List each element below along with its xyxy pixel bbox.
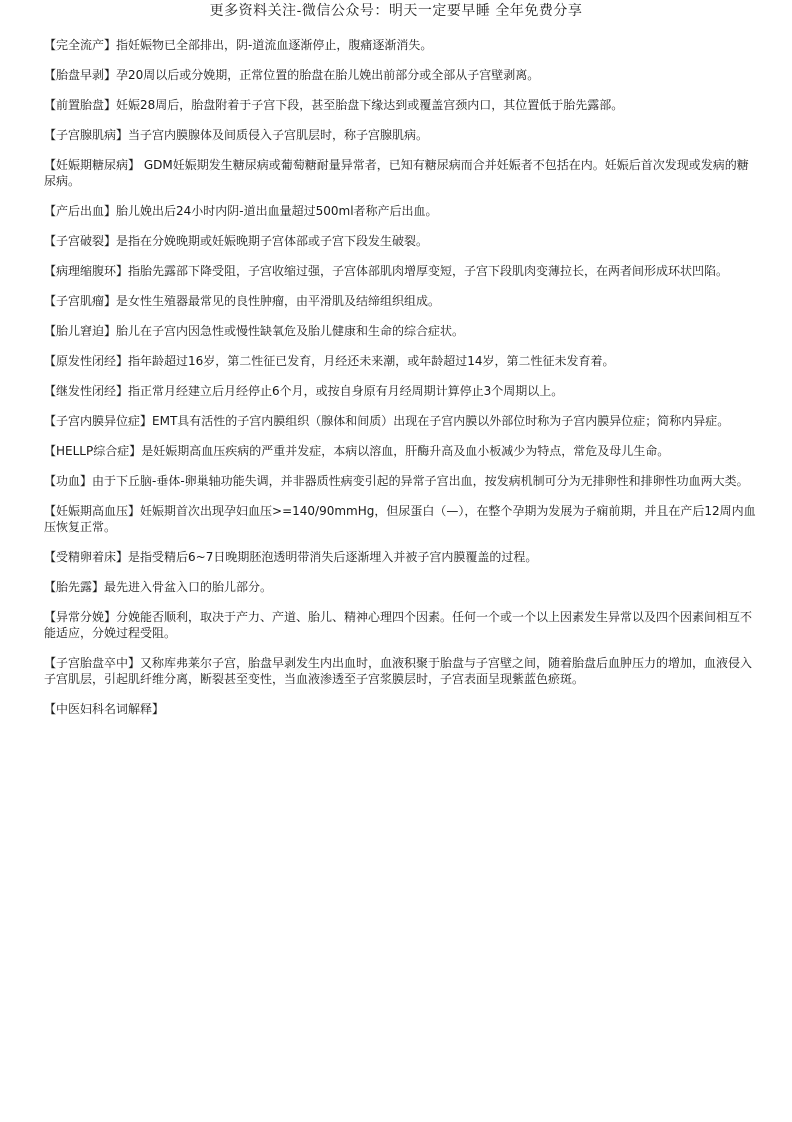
entry-term: 【胎儿窘迫】 bbox=[44, 324, 117, 338]
entry-definition: 指妊娠物已全部排出，阴-道流血逐渐停止，腹痛逐渐消失。 bbox=[116, 38, 433, 52]
glossary-entry bbox=[44, 579, 756, 595]
glossary-entry bbox=[44, 67, 756, 83]
entry-definition: 当子宫内膜腺体及间质侵入子宫肌层时，称子宫腺肌病。 bbox=[128, 128, 429, 142]
entry-definition: 指年龄超过16岁，第二性征已发育，月经还未来潮，或年龄超过14岁，第二性征未发育着。 bbox=[128, 354, 615, 368]
glossary-entry bbox=[44, 549, 756, 565]
entry-term: 【胎先露】 bbox=[44, 580, 105, 594]
glossary-entry bbox=[44, 503, 756, 535]
entry-term: 【子宫内膜异位症】 bbox=[44, 414, 153, 428]
entry-definition: 是妊娠期高血压疾病的严重并发症，本病以溶血，肝酶升高及血小板减少为特点，常危及母儿生命。 bbox=[141, 444, 670, 458]
entry-term: 【子宫胎盘卒中】 bbox=[44, 656, 141, 670]
entry-term: 【前置胎盘】 bbox=[44, 98, 117, 112]
glossary-entry bbox=[44, 383, 756, 399]
glossary-entry bbox=[44, 609, 756, 641]
page-header: 更多资料关注-微信公众号：明天一定要早睡 全年免费分享 bbox=[209, 3, 583, 19]
entry-term: 【完全流产】 bbox=[44, 38, 117, 52]
entry-term: 【功血】 bbox=[44, 474, 93, 488]
glossary-entry bbox=[44, 37, 756, 53]
entry-definition: 又称库弗莱尔子宫，胎盘早剥发生内出血时，血液积聚于胎盘与子宫壁之间，随着胎盘后血肿压力的增加，血液侵入子宫肌层，引起肌纤维分离，断裂甚至变性，当血液渗透至子宫浆膜层时，子宫表面呈现紫蓝色瘀斑。 bbox=[44, 656, 753, 686]
glossary-entry bbox=[44, 473, 756, 489]
entry-term: 【中医妇科名词解释】 bbox=[44, 702, 165, 716]
entry-term: 【妊娠期高血压】 bbox=[44, 504, 141, 518]
entry-definition: 孕20周以后或分娩期，正常位置的胎盘在胎儿娩出前部分或全部从子宫壁剥离。 bbox=[116, 68, 540, 82]
entry-definition: 是指受精后6~7日晚期胚泡透明带消失后逐渐埋入并被子宫内膜覆盖的过程。 bbox=[128, 550, 538, 564]
entry-definition: 胎儿娩出后24小时内阴-道出血量超过500ml者称产后出血。 bbox=[116, 204, 438, 218]
entry-term: 【产后出血】 bbox=[44, 204, 117, 218]
glossary-entry bbox=[44, 353, 756, 369]
entry-definition: 指胎先露部下降受阻，子宫收缩过强，子宫体部肌肉增厚变短，子宫下段肌肉变薄拉长，在两者间形成环状凹陷。 bbox=[128, 264, 729, 278]
section-heading bbox=[44, 701, 756, 717]
entry-definition: 胎儿在子宫内因急性或慢性缺氧危及胎儿健康和生命的综合症状。 bbox=[116, 324, 465, 338]
entry-term: 【HELLP综合症】 bbox=[44, 444, 142, 458]
entry-definition: 由于下丘脑-垂体-卵巢轴功能失调，并非器质性病变引起的异常子宫出血，按发病机制可分为无排卵性和排卵性功血两大类。 bbox=[92, 474, 749, 488]
entry-term: 【子宫破裂】 bbox=[44, 234, 117, 248]
glossary-entry bbox=[44, 263, 756, 279]
entry-definition: EMT具有活性的子宫内膜组织（腺体和间质）出现在子宫内膜以外部位时称为子宫内膜异位症；简称内异症。 bbox=[152, 414, 730, 428]
entry-definition: 指正常月经建立后月经停止6个月，或按自身原有月经周期计算停止3个周期以上。 bbox=[128, 384, 564, 398]
entry-term: 【妊娠期糖尿病】 bbox=[44, 158, 141, 172]
entry-definition: 是指在分娩晚期或妊娠晚期子宫体部或子宫下段发生破裂。 bbox=[116, 234, 429, 248]
glossary-entry bbox=[44, 203, 756, 219]
glossary-entry bbox=[44, 293, 756, 309]
entry-term: 【子宫肌瘤】 bbox=[44, 294, 117, 308]
entry-definition: 最先进入骨盆入口的胎儿部分。 bbox=[104, 580, 273, 594]
glossary-list bbox=[44, 37, 756, 731]
entry-term: 【受精卵着床】 bbox=[44, 550, 129, 564]
glossary-entry bbox=[44, 413, 756, 429]
glossary-entry bbox=[44, 655, 756, 687]
entry-term: 【胎盘早剥】 bbox=[44, 68, 117, 82]
entry-definition: GDM妊娠期发生糖尿病或葡萄糖耐量异常者，已知有糖尿病而合并妊娠者不包括在内。妊娠后首次发现或发病的糖尿病。 bbox=[44, 158, 749, 188]
entry-term: 【继发性闭经】 bbox=[44, 384, 129, 398]
glossary-entry bbox=[44, 443, 756, 459]
glossary-entry bbox=[44, 127, 756, 143]
entry-definition: 分娩能否顺利，取决于产力、产道、胎儿、精神心理四个因素。任何一个或一个以上因素发生异常以及四个因素间相互不能适应，分娩过程受阻。 bbox=[44, 610, 753, 640]
glossary-entry bbox=[44, 97, 756, 113]
entry-term: 【病理缩腹环】 bbox=[44, 264, 129, 278]
glossary-entry bbox=[44, 233, 756, 249]
entry-term: 【子宫腺肌病】 bbox=[44, 128, 129, 142]
entry-term: 【异常分娩】 bbox=[44, 610, 117, 624]
glossary-entry bbox=[44, 157, 756, 189]
entry-term: 【原发性闭经】 bbox=[44, 354, 129, 368]
entry-definition: 是女性生殖器最常见的良性肿瘤，由平滑肌及结缔组织组成。 bbox=[116, 294, 441, 308]
entry-definition: 妊娠期首次出现孕妇血压>=140/90mmHg，但尿蛋白（—），在整个孕期为发展为子痫前期，并且在产后12周内血压恢复正常。 bbox=[44, 504, 756, 534]
entry-definition: 妊娠28周后，胎盘附着于子宫下段，甚至胎盘下缘达到或覆盖宫颈内口，其位置低于胎先露部。 bbox=[116, 98, 624, 112]
glossary-entry bbox=[44, 323, 756, 339]
